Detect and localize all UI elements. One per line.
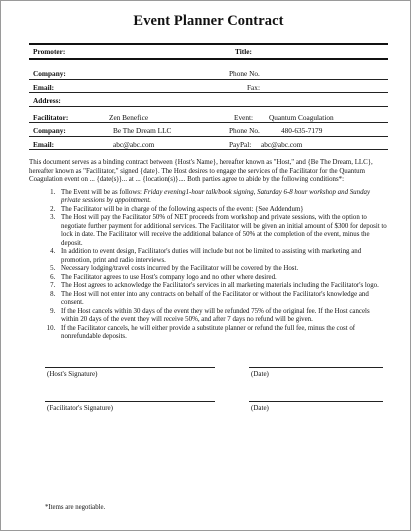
host-date-line — [249, 367, 383, 368]
facilitator-phone-label: Phone No. — [229, 126, 260, 135]
facilitator-label: Facilitator: — [33, 112, 69, 122]
facilitator-company-label: Company: — [33, 126, 66, 135]
term-item: 8. The Host will not enter into any contracts on behalf of the Facilitator or without the Facilitator's knowledge and consent. — [57, 291, 388, 308]
term-item: 9. If the Host cancels within 30 days of the event they will be refunded 75% of the original fee. If the Host cancels within 20 days of the event they will receive 50%, and after 7 days no refund will be given. — [57, 308, 388, 325]
term-1-detail: Friday evening1-hour talk/book signing, Saturday 6-8 hour workshop and Sunday private sessions by appointment. — [61, 188, 371, 205]
facilitator-value: Zen Benefice — [109, 112, 149, 122]
address-label: Address: — [33, 96, 61, 105]
paypal-label: PayPal: — [229, 139, 252, 149]
term-item: 7. The Host agrees to acknowledge the Facilitator's services in all marketing materials including the Facilitator's logo. — [57, 282, 388, 291]
term-item: 6. The Facilitator agrees to use Host's company logo and no other where desired. — [57, 274, 388, 283]
facilitator-phone-value: 480-635-7179 — [281, 126, 323, 135]
facilitator-email-label: Email: — [33, 139, 55, 149]
facilitator-email-row — [29, 137, 388, 151]
term-item: 2. The Facilitator will be in charge of the following aspects of the event: {See Addendum} — [57, 206, 388, 215]
signature-block — [29, 358, 388, 414]
host-signature-label: (Host's Signature) — [47, 369, 98, 378]
fax-label: Fax: — [247, 82, 260, 92]
email-label: Email: — [33, 82, 55, 92]
term-item: 5. Necessary lodging/travel costs incurred by the Facilitator will be covered by the Host. — [57, 265, 388, 274]
facilitator-signature-label: (Facilitator's Signature) — [47, 403, 113, 412]
phone-label: Phone No. — [229, 69, 260, 78]
paypal-value: abc@abc.com — [261, 139, 303, 149]
host-signature-line — [45, 367, 215, 368]
event-value: Quantum Coagulation — [269, 112, 334, 122]
facilitator-date-label: (Date) — [251, 403, 269, 412]
term-1-lead: The Event will be as follows: — [61, 188, 144, 196]
term-item: 3. The Host will pay the Facilitator 50% of NET proceeds from workshop and private sessions, with the option to negotiate further payment for additional services. The Facilitator will be given an initial amount of $300 for deposit to lock in date. The Facilitator will receive the additional balance of 50% at the completion of the event, minus the deposit. — [57, 214, 388, 248]
company-label: Company: — [33, 69, 66, 78]
facilitator-date-line — [249, 401, 383, 402]
email-row — [29, 80, 388, 94]
host-date-label: (Date) — [251, 369, 269, 378]
title-label: Title: — [235, 47, 252, 56]
term-item: 10. If the Facilitator cancels, he will either provide a substitute planner or refund the full fee, minus the cost of nonrefundable deposits. — [57, 325, 388, 342]
term-item — [57, 189, 388, 206]
facilitator-signature-line — [45, 401, 215, 402]
document-title: Event Planner Contract — [133, 13, 284, 29]
company-row — [29, 66, 388, 80]
footnote: *Items are negotiable. — [45, 504, 106, 511]
facilitator-email-value: abc@abc.com — [113, 139, 155, 149]
facilitator-company-row — [29, 123, 388, 137]
promoter-row — [29, 47, 388, 60]
address-row — [29, 93, 388, 107]
top-rule — [29, 43, 388, 45]
promoter-label: Promoter: — [33, 47, 66, 56]
facilitator-company-value: Be The Dream LLC — [113, 126, 172, 135]
facilitator-row — [29, 110, 388, 124]
intro-paragraph: This document serves as a binding contract between {Host's Name}, hereafter known as "Host," and {Be The Dream, LLC}, hereafter known as "Facilitator," signed {date}. The Host desires to engage the services of the Facilitator for the Quantum Coagulation event on ... {date(s)}... at ... {location(s)}.... Both parties agree to abide by the following conditions*: — [29, 159, 373, 184]
term-item: 4. In addition to event design, Facilitator's duties will include but not be limited to assisting with marketing and promotion, print and radio interviews. — [57, 248, 388, 265]
terms-list — [29, 189, 388, 342]
event-label: Event: — [234, 112, 254, 122]
